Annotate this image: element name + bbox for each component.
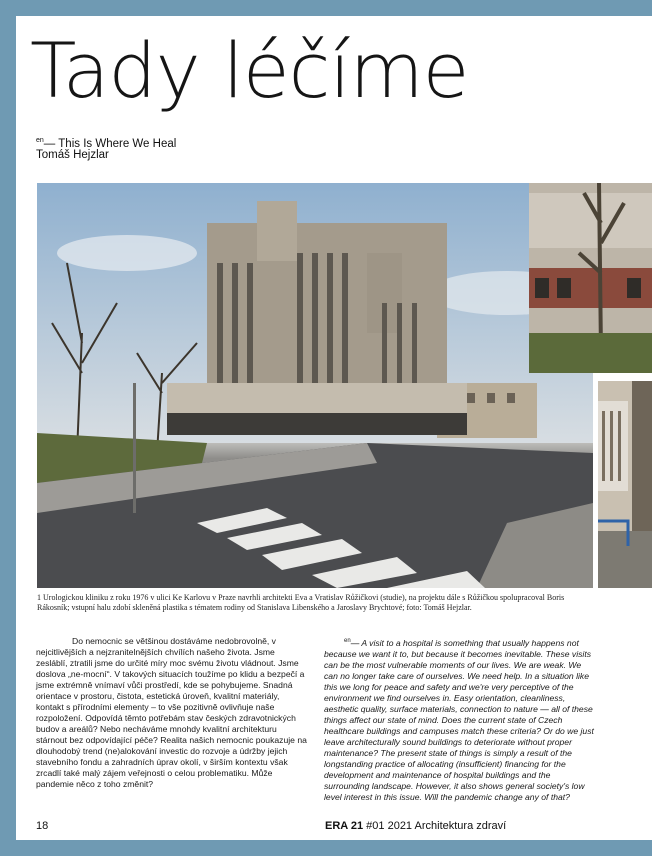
czech-body-text: Do nemocnic se většinou dostáváme nedobrovolně, v nejcitlivějších a nejzranitelnějších chvílích našeho života. Jsme zesláblí, ztratili jsme do určité míry moc svému životu vládnout. Jsme doslova „ne-mocní“. V takových situacích toužíme po klidu a bezpečí a jsme extrémně vnímaví vůči prostředí, kde se pohybujeme. Snadná orientace v prostoru, čistota, estetická úroveň, kvalitní materiály, kontakt s přírodními elementy – to vše pozitivně ovlivňuje naše rozpoložení. Odpovídá těmto potřebám stav českých zdravotnických budov a areálů? Nebo necháváme mnohdy kvalitní architekturu stárnout bez odpovídající péče? Realita našich nemocnic poukazuje na dlouhodobý trend (ne)alokování investic do rozvoje a údržby jejich stavebního fondu a zahradních úprav okolí, v širším kontextu však zrcadlí také malý zájem veřejnosti o celou problematiku. Může pandemie něco z toho změnit? [36, 636, 307, 789]
building-detail-photo [529, 183, 652, 373]
subtitle-text: — This Is Where We Heal [43, 137, 177, 150]
page-title: Tady léčíme [30, 26, 469, 115]
page-number: 18 [36, 820, 49, 832]
en-marker: en [344, 638, 351, 644]
magazine-footer [325, 820, 506, 832]
magazine-page [16, 16, 652, 840]
en-marker: en [36, 137, 44, 144]
english-body-content: — A visit to a hospital is something that usually happens not because we want it to, but because it becomes inevitable. These visits can be the most vulnerable moments of our lives. We are weak. We can no longer take care of ourselves. We need help. In a situation like this we long for peace and safety and we're very perceptive of the environment we find ourselves in. Easy orientation, cleanliness, aesthetic quality, surface materials, connection to nature — all of these things affect our state of mind. Does the current state of Czech healthcare buildings and campuses match these criteria? Or do we just leave architecturally sound buildings to deteriorate without proper maintenance? The present state of things is simply a result of the longstanding practice of allocating (insufficient) financing for the development and maintenance of hospital buildings and the surrounding landscape. However, it also shows general society's low level interest in this issue. Will the pandemic change any of that? [324, 637, 594, 802]
photo-caption: 1 Urologickou kliniku z roku 1976 v ulici Ke Karlovu v Praze navrhli architekti Eva a Vratislav Růžičkovi (studie), na projektu dále s Růžičkou spolupracoval Boris Rákosník; vstupní halu zdobí skleněná plastika s tématem rodiny od Stanislava Libenského a Jaroslavy Brychtové; foto: Tomáš Hejzlar. [37, 593, 565, 612]
author-name: Tomáš Hejzlar [36, 149, 109, 161]
section-name: Architektura zdraví [414, 820, 507, 832]
hospital-building-photo [37, 183, 593, 588]
magazine-name: ERA 21 [325, 820, 364, 832]
entrance-detail-photo [598, 381, 652, 588]
issue-number: #01 2021 [366, 820, 413, 832]
english-body-text [324, 636, 596, 803]
